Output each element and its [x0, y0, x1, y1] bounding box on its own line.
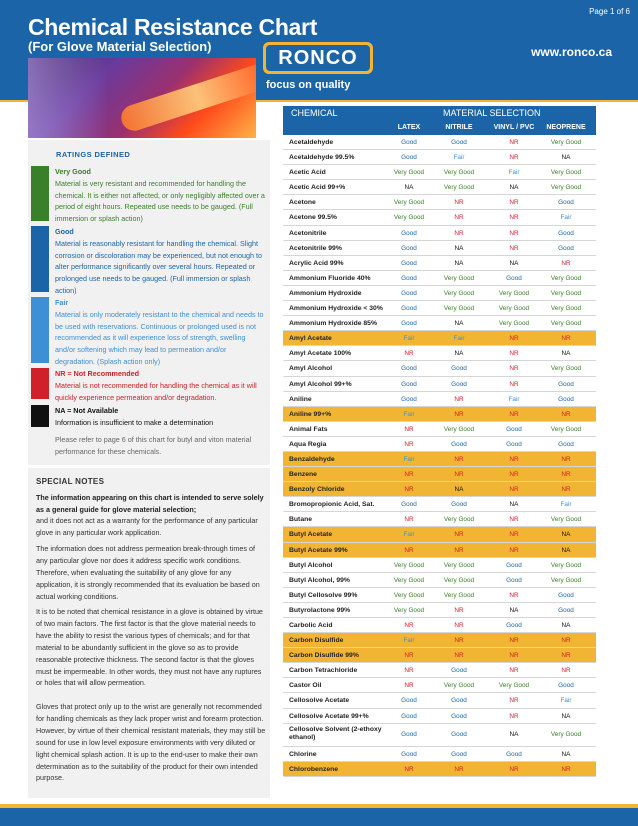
- rating-cell: Good: [558, 606, 574, 614]
- chemical-header: CHEMICAL: [291, 108, 338, 118]
- chemical-name: Cellosolve Solvent (2-ethoxy ethanol): [289, 725, 382, 742]
- chemical-name: Acetaldehyde 99.5%: [289, 154, 355, 162]
- rating-cell: Fair: [560, 214, 572, 222]
- table-row: [283, 422, 596, 437]
- rating-cell: Good: [558, 682, 574, 690]
- chemical-name: Cellosolve Acetate 99+%: [289, 712, 369, 720]
- rating-cell: NR: [509, 652, 519, 660]
- rating-cell: NR: [509, 697, 519, 705]
- chemical-name: Acetic Acid 99+%: [289, 184, 346, 192]
- rating-cell: NR: [454, 214, 464, 222]
- column-header: NEOPRENE: [546, 124, 586, 131]
- chemical-name: Ammonium Hydroxide < 30%: [289, 305, 383, 313]
- table-row: [283, 377, 596, 392]
- rating-cell: NR: [509, 380, 519, 388]
- table-row: [283, 135, 596, 150]
- chemical-name: Amyl Acetate: [289, 335, 332, 343]
- footer-bar: [0, 804, 638, 826]
- rating-cell: Good: [451, 440, 467, 448]
- glove-photo: [28, 58, 256, 138]
- rating-description: Material is only moderately resistant to the chemical and needs to be used with reservations. Continuous or prolonged used is not recommended as it will experience loss of strength, swelling and/or softening which may lead to permeation and/or degradation. (Splash action only): [55, 309, 264, 366]
- table-row: [283, 543, 596, 558]
- notes-paragraph-2: The information does not address permeation break-through times of any particular glove nor does it address specific work conditions. Therefore, when evaluating the suitability of any glove for any application, it is strongly recommended that its evaluation be based on actual working conditions.: [36, 544, 260, 601]
- rating-cell: Good: [401, 229, 417, 237]
- table-row: [283, 407, 596, 422]
- rating-cell: NR: [404, 682, 414, 690]
- table-row: [283, 150, 596, 165]
- rating-cell: Very Good: [498, 682, 530, 690]
- rating-cell: Fair: [453, 335, 465, 343]
- rating-cell: NR: [509, 712, 519, 720]
- table-row: [283, 573, 596, 588]
- rating-cell: Good: [451, 380, 467, 388]
- rating-cell: Fair: [403, 410, 415, 418]
- chemical-name: Chlorine: [289, 750, 317, 758]
- chemical-name: Benzaldehyde: [289, 455, 335, 463]
- table-row: [283, 271, 596, 286]
- rating-description: Material is very resistant and recommended for handling the chemical. It is either not affected, or only negligibly affected over a period of eight hours. Repeated use needs to be gauged. (Full immersion or splash action): [55, 178, 265, 224]
- rating-cell: Good: [451, 139, 467, 146]
- rating-cell: NA: [561, 546, 571, 554]
- rating-cell: NR: [509, 154, 519, 162]
- rating-cell: NA: [454, 350, 464, 358]
- table-row: [283, 482, 596, 497]
- chemical-name: Aniline 99+%: [289, 410, 332, 418]
- rating-cell: NR: [454, 637, 464, 645]
- rating-cell: NR: [404, 486, 414, 494]
- rating-cell: Very Good: [393, 606, 425, 614]
- rating-cell: NA: [561, 750, 571, 758]
- notes-paragraph-1-bold: The information appearing on this chart is intended to serve solely as a general guide for glove material selection;: [36, 493, 264, 514]
- chemical-name: Carbon Tetrachloride: [289, 667, 358, 675]
- rating-cell: Good: [451, 697, 467, 705]
- table-row: [283, 241, 596, 256]
- rating-cell: NR: [404, 667, 414, 675]
- rating-cell: NR: [454, 229, 464, 237]
- rating-cell: NR: [404, 440, 414, 448]
- notes-paragraph-3: It is to be noted that chemical resistance in a glove is obtained by virtue of two main factors. The first factor is that the glove material needs to have the ability to resist the various types of chemicals; and for that material to be abundantly sufficient in the glove so as to provide reasonable protective thickness. The second factor is that the gloves must be impermeable. In other words, they must not have any ruptures or holes that will allow permeation.: [36, 607, 263, 688]
- rating-cell: Good: [506, 440, 522, 448]
- rating-head: Very Good: [55, 167, 91, 176]
- photo-highlight: [28, 58, 108, 138]
- rating-cell: Good: [401, 365, 417, 373]
- rating-cell: Good: [506, 576, 522, 584]
- rating-cell: Good: [558, 199, 574, 207]
- rating-cell: Good: [451, 750, 467, 758]
- table-row: [283, 361, 596, 376]
- table-row: [283, 527, 596, 542]
- rating-cell: Fair: [560, 501, 572, 509]
- rating-cell: Very Good: [443, 516, 475, 524]
- material-header: MATERIAL SELECTION: [443, 108, 541, 118]
- rating-cell: Fair: [508, 395, 520, 403]
- rating-cell: NR: [404, 652, 414, 660]
- chemical-name: Acetonitrile 99%: [289, 244, 342, 252]
- rating-cell: Very Good: [498, 289, 530, 297]
- rating-cell: Good: [401, 259, 417, 267]
- rating-cell: Fair: [403, 455, 415, 463]
- table-row: [283, 256, 596, 271]
- rating-cell: Good: [451, 730, 467, 738]
- ratings-note: Please refer to page 6 of this chart for butyl and viton material performance for these chemicals.: [55, 435, 252, 456]
- rating-cell: NR: [509, 335, 519, 343]
- rating-cell: NR: [561, 259, 571, 267]
- rating-cell: Very Good: [393, 561, 425, 569]
- rating-cell: Very Good: [393, 214, 425, 222]
- rating-cell: NA: [561, 712, 571, 720]
- chemical-name: Acetone: [289, 199, 316, 207]
- rating-color-swatch: [31, 405, 49, 427]
- table-row: [283, 558, 596, 573]
- rating-cell: NR: [509, 455, 519, 463]
- table-row: [283, 678, 596, 693]
- page-subtitle: (For Glove Material Selection): [28, 39, 212, 54]
- chemical-name: Butyl Acetate 99%: [289, 546, 348, 554]
- page-number: Page 1 of 6: [589, 7, 630, 16]
- footer-stripe: [0, 804, 638, 808]
- rating-cell: NA: [561, 154, 571, 162]
- table-row: [283, 452, 596, 467]
- rating-cell: Good: [451, 667, 467, 675]
- table-row: [283, 663, 596, 678]
- rating-cell: NR: [561, 471, 571, 479]
- table-row: [283, 467, 596, 482]
- rating-cell: NA: [454, 486, 464, 494]
- rating-cell: NR: [454, 652, 464, 660]
- rating-cell: NA: [509, 730, 519, 738]
- ronco-logo: [263, 42, 373, 74]
- rating-cell: NR: [509, 591, 519, 599]
- rating-cell: NR: [561, 335, 571, 343]
- rating-cell: Fair: [560, 697, 572, 705]
- column-header: VINYL / PVC: [493, 124, 535, 131]
- rating-cell: NR: [509, 350, 519, 358]
- table-row: [283, 648, 596, 663]
- rating-cell: NR: [404, 350, 414, 358]
- table-row: [283, 286, 596, 301]
- rating-cell: Very Good: [443, 576, 475, 584]
- rating-cell: NA: [509, 606, 519, 614]
- rating-cell: Good: [401, 274, 417, 282]
- chemical-name: Bromopropionic Acid, Sat.: [289, 501, 375, 509]
- rating-cell: NR: [509, 486, 519, 494]
- rating-cell: Very Good: [393, 591, 425, 599]
- rating-cell: Fair: [453, 154, 465, 162]
- rating-cell: Good: [401, 244, 417, 252]
- rating-head: Good: [55, 227, 74, 236]
- rating-cell: NR: [561, 667, 571, 675]
- rating-cell: Good: [401, 305, 417, 313]
- table-row: [283, 693, 596, 708]
- rating-cell: NR: [404, 622, 414, 629]
- rating-cell: Good: [401, 139, 417, 146]
- table-row: [283, 709, 596, 724]
- chemical-name: Carbon Disulfide: [289, 637, 344, 645]
- chemical-name: Butyl Alcohol, 99%: [289, 576, 350, 584]
- rating-cell: Good: [451, 365, 467, 373]
- table-row: [283, 618, 596, 633]
- rating-cell: NR: [509, 410, 519, 418]
- chemical-name: Acrylic Acid 99%: [289, 259, 344, 267]
- rating-cell: NR: [454, 546, 464, 554]
- photo-glowing-tube: [118, 60, 256, 134]
- rating-description: Material is reasonably resistant for handling the chemical. Slight corrosion or discoloration may be experienced, but not enough to alter performance significantly over several hours. Repeated or prolonged use needs to be gauged. (Full immersion or splash action): [55, 238, 262, 295]
- rating-cell: Good: [558, 440, 574, 448]
- rating-head: Fair: [55, 298, 69, 307]
- table-row: [283, 195, 596, 210]
- table-row: [283, 747, 596, 762]
- chemical-name: Benzene: [289, 471, 317, 479]
- rating-cell: Very Good: [550, 561, 582, 569]
- rating-cell: Very Good: [550, 365, 582, 373]
- rating-cell: Very Good: [443, 682, 475, 690]
- website-link[interactable]: www.ronco.ca: [531, 45, 612, 59]
- chemical-name: Ammonium Hydroxide: [289, 289, 362, 297]
- rating-cell: NR: [404, 546, 414, 554]
- table-row: [283, 301, 596, 316]
- rating-cell: NR: [509, 667, 519, 675]
- table-row: [283, 392, 596, 407]
- rating-cell: NR: [454, 606, 464, 614]
- rating-cell: Good: [451, 501, 467, 509]
- rating-color-swatch: [31, 226, 49, 292]
- table-row: [283, 724, 596, 747]
- rating-cell: Good: [558, 380, 574, 388]
- table-row: [283, 346, 596, 361]
- rating-cell: Good: [401, 395, 417, 403]
- rating-cell: NR: [404, 425, 414, 433]
- rating-cell: NR: [404, 471, 414, 479]
- rating-cell: Good: [558, 244, 574, 252]
- rating-cell: Good: [558, 395, 574, 403]
- table-row: [283, 497, 596, 512]
- chemical-name: Cellosolve Acetate: [289, 697, 350, 705]
- table-row: [283, 180, 596, 195]
- logo-text: RONCO: [266, 45, 370, 71]
- tagline: focus on quality: [266, 79, 351, 91]
- table-row: [283, 603, 596, 618]
- rating-cell: Very Good: [443, 561, 475, 569]
- rating-cell: NA: [561, 531, 571, 539]
- chemical-name: Acetone 99.5%: [289, 214, 337, 222]
- rating-cell: NR: [404, 516, 414, 524]
- table-body: [283, 135, 596, 777]
- rating-cell: NR: [404, 765, 414, 773]
- rating-cell: NR: [454, 395, 464, 403]
- rating-cell: NR: [561, 765, 571, 773]
- rating-cell: Very Good: [443, 169, 475, 177]
- rating-cell: NR: [454, 531, 464, 539]
- rating-cell: Good: [401, 697, 417, 705]
- rating-cell: NR: [509, 139, 519, 146]
- chemical-name: Butyl Alcohol: [289, 561, 333, 569]
- rating-head: NA = Not Available: [55, 406, 119, 415]
- rating-cell: NA: [454, 259, 464, 267]
- rating-cell: NR: [509, 765, 519, 773]
- rating-cell: Very Good: [443, 289, 475, 297]
- chemical-name: Butyrolactone 99%: [289, 606, 351, 614]
- chemical-name: Animal Fats: [289, 425, 328, 433]
- rating-cell: NR: [561, 637, 571, 645]
- table-row: [283, 633, 596, 648]
- column-header: LATEX: [397, 124, 421, 131]
- rating-cell: NR: [509, 365, 519, 373]
- table-row: [283, 316, 596, 331]
- rating-cell: Good: [558, 229, 574, 237]
- rating-cell: Good: [506, 274, 522, 282]
- rating-cell: NA: [561, 622, 571, 629]
- rating-cell: NA: [509, 259, 519, 267]
- chemical-name: Acetonitrile: [289, 229, 327, 237]
- rating-cell: NR: [454, 410, 464, 418]
- table-header-top: [283, 106, 596, 121]
- table-row: [283, 762, 596, 777]
- rating-cell: NA: [454, 320, 464, 328]
- rating-cell: Very Good: [550, 425, 582, 433]
- rating-cell: NR: [509, 471, 519, 479]
- notes-paragraph-4: Gloves that protect only up to the wrist are generally not recommended for handling chemicals as they lack proper wrist and forearm protection. However, by virtue of their chemical resistant materials, they may still be sound for use in low level exposure environments with very diluted or light chemical splash action. It is up to the end-user to make their own determination as to the suitability of the product for their own intended purpose.: [36, 702, 266, 783]
- column-header: NITRILE: [445, 124, 473, 131]
- table-row: [283, 331, 596, 346]
- rating-color-swatch: [31, 297, 49, 363]
- chemical-name: Carbon Disulfide 99%: [289, 652, 359, 660]
- rating-cell: Good: [506, 561, 522, 569]
- rating-cell: Fair: [403, 531, 415, 539]
- rating-cell: Good: [401, 750, 417, 758]
- rating-cell: Good: [401, 154, 417, 162]
- rating-cell: Very Good: [393, 199, 425, 207]
- chemical-name: Aniline: [289, 395, 312, 403]
- rating-cell: Very Good: [498, 305, 530, 313]
- rating-cell: NA: [454, 244, 464, 252]
- rating-cell: Good: [401, 501, 417, 509]
- chemical-name: Acetaldehyde: [289, 139, 334, 146]
- rating-cell: NR: [509, 244, 519, 252]
- rating-cell: NR: [454, 455, 464, 463]
- rating-cell: NA: [509, 501, 519, 509]
- rating-cell: NR: [454, 622, 464, 629]
- rating-cell: Very Good: [443, 184, 475, 192]
- rating-color-swatch: [31, 368, 49, 399]
- rating-color-swatch: [31, 166, 49, 221]
- rating-cell: NA: [404, 184, 414, 192]
- rating-cell: Very Good: [550, 320, 582, 328]
- table-row: [283, 588, 596, 603]
- rating-cell: NR: [509, 199, 519, 207]
- chemical-name: Amyl Alcohol 99+%: [289, 380, 352, 388]
- chemical-name: Aqua Regia: [289, 440, 327, 448]
- rating-cell: Very Good: [550, 305, 582, 313]
- chemical-name: Ammonium Fluoride 40%: [289, 274, 371, 282]
- rating-cell: NR: [561, 410, 571, 418]
- rating-cell: NR: [454, 765, 464, 773]
- chemical-name: Benzoly Chloride: [289, 486, 345, 494]
- chemical-name: Chlorobenzene: [289, 765, 339, 773]
- table-row: [283, 226, 596, 241]
- rating-cell: Fair: [508, 169, 520, 177]
- ratings-title: RATINGS DEFINED: [56, 150, 131, 159]
- rating-description: Information is insufficient to make a determination: [55, 417, 214, 427]
- rating-cell: NR: [561, 652, 571, 660]
- chemical-name: Butane: [289, 516, 313, 524]
- rating-cell: Very Good: [550, 169, 582, 177]
- notes-paragraph-1: and it does not act as a warranty for the performance of any particular glove in any particular work application.: [36, 516, 258, 537]
- chemical-name: Castor Oil: [289, 682, 322, 690]
- chemical-name: Amyl Acetate 100%: [289, 350, 352, 358]
- table-column-headers: [283, 121, 596, 135]
- rating-head: NR = Not Recommended: [55, 369, 140, 378]
- chemical-name: Carbolic Acid: [289, 622, 333, 629]
- rating-cell: Good: [401, 320, 417, 328]
- rating-cell: NR: [509, 229, 519, 237]
- rating-cell: Good: [401, 289, 417, 297]
- rating-cell: Good: [401, 380, 417, 388]
- rating-cell: Very Good: [550, 516, 582, 524]
- rating-cell: Very Good: [393, 169, 425, 177]
- rating-cell: NR: [454, 199, 464, 207]
- rating-cell: Fair: [403, 637, 415, 645]
- rating-cell: Very Good: [550, 289, 582, 297]
- table-row: [283, 512, 596, 527]
- chemical-name: Ammonium Hydroxide 85%: [289, 320, 378, 328]
- rating-cell: Very Good: [443, 305, 475, 313]
- ratings-panel: [28, 140, 270, 465]
- table-row: [283, 210, 596, 225]
- rating-cell: Very Good: [550, 576, 582, 584]
- table-row: [283, 437, 596, 452]
- rating-cell: Very Good: [550, 184, 582, 192]
- rating-cell: Good: [506, 750, 522, 758]
- rating-cell: Good: [401, 730, 417, 738]
- rating-cell: Good: [451, 712, 467, 720]
- rating-cell: Very Good: [443, 591, 475, 599]
- special-notes-panel: [28, 468, 270, 798]
- rating-cell: Very Good: [550, 139, 582, 146]
- rating-cell: Good: [506, 425, 522, 433]
- chemical-name: Butyl Acetate: [289, 531, 333, 539]
- rating-cell: NA: [561, 350, 571, 358]
- page-title: Chemical Resistance Chart: [28, 14, 318, 40]
- rating-cell: NR: [509, 637, 519, 645]
- rating-cell: Good: [401, 712, 417, 720]
- notes-title: SPECIAL NOTES: [36, 477, 105, 486]
- rating-cell: NR: [454, 471, 464, 479]
- rating-cell: Good: [506, 622, 522, 629]
- rating-cell: Good: [558, 591, 574, 599]
- rating-cell: Very Good: [393, 576, 425, 584]
- rating-cell: NA: [509, 184, 519, 192]
- chemical-name: Acetic Acid: [289, 169, 326, 177]
- rating-cell: NR: [509, 531, 519, 539]
- rating-cell: NR: [561, 455, 571, 463]
- rating-cell: Very Good: [443, 274, 475, 282]
- rating-cell: NR: [509, 214, 519, 222]
- chemical-name: Amyl Alcohol: [289, 365, 333, 373]
- table-row: [283, 165, 596, 180]
- rating-cell: Very Good: [550, 730, 582, 738]
- rating-description: Material is not recommended for handling the chemical as it will quickly experience permeation and/or degradation.: [55, 380, 257, 402]
- rating-cell: NR: [561, 486, 571, 494]
- rating-cell: Fair: [403, 335, 415, 343]
- rating-cell: NR: [509, 546, 519, 554]
- rating-cell: Very Good: [550, 274, 582, 282]
- chemical-name: Butyl Cellosolve 99%: [289, 591, 358, 599]
- rating-cell: NR: [509, 516, 519, 524]
- rating-cell: Very Good: [498, 320, 530, 328]
- rating-cell: Very Good: [443, 425, 475, 433]
